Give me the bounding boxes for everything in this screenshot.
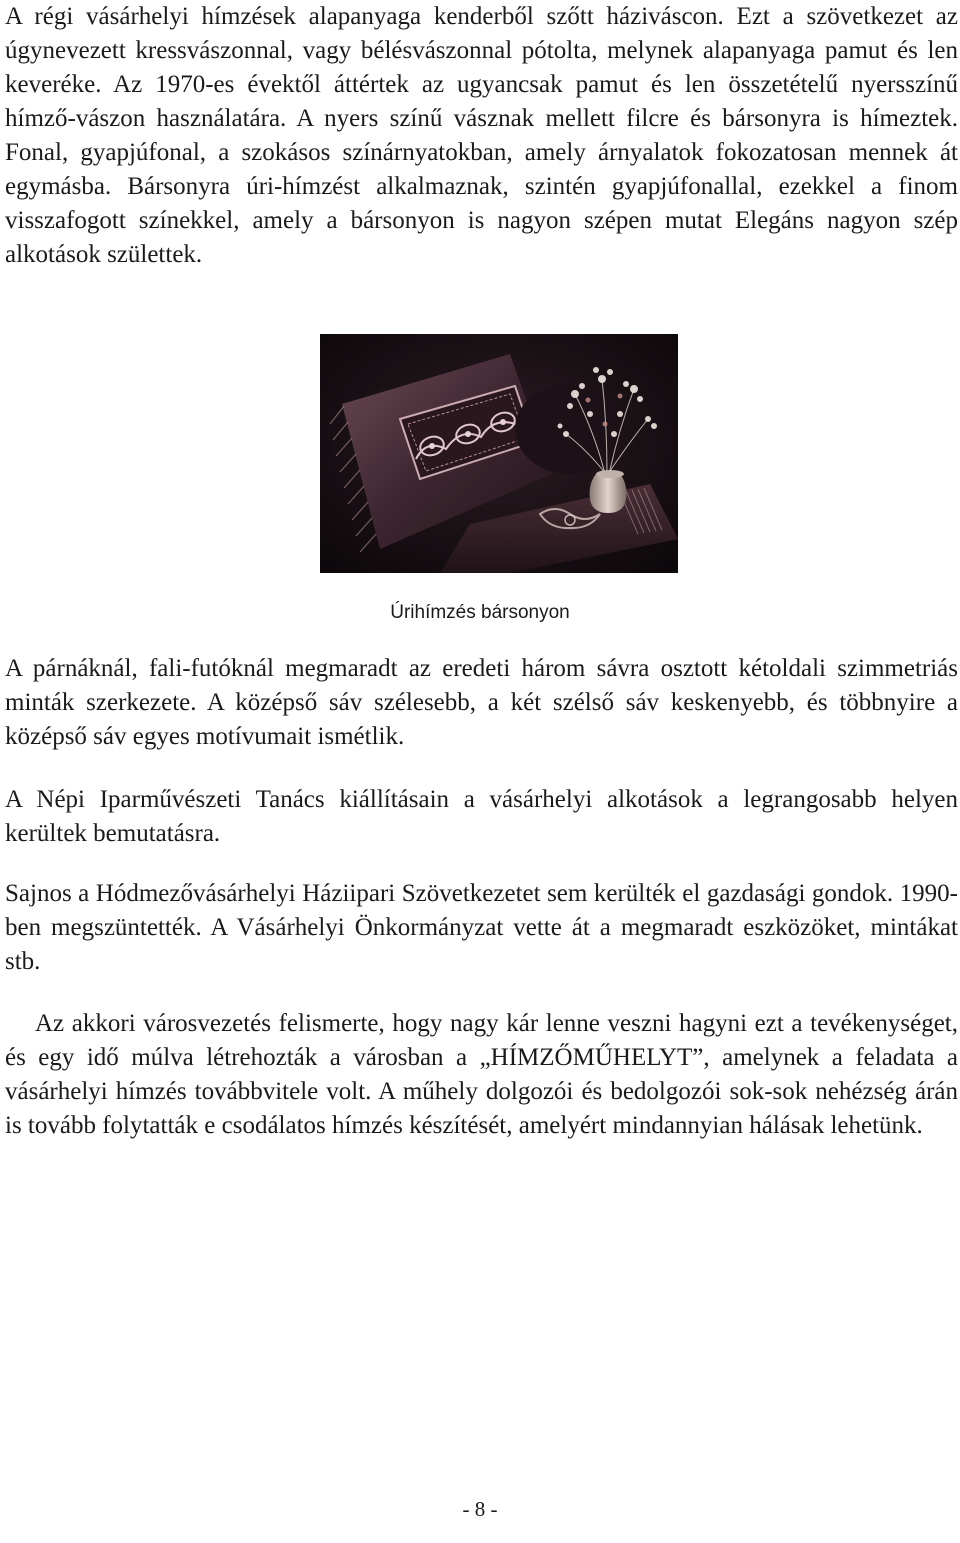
paragraph-materials: A régi vásárhelyi hímzések alapanyaga kenderből szőtt háziváscon. Ezt a szövetkezet az úgynevezett kressvászonnal, vagy bélésvászonnal pótolta, melynek alapanyaga pamut és len keveréke. Az 1970-es évektől áttértek az ugyancsak pamut és len összetételű nyersszínű hímző-vászon használatára. A nyers színű vásznak mellett filcre és bársonyra is hímeztek. Fonal, gyapjúfonal, a szokásos színárnyatokban, amely árnyalatok fokozatosan mennek át egymásba. Bársonyra úri-hímzést alkalmaznak, szintén gyapjúfonallal, ezekkel a finom visszafogott színekkel, amely a bársonyon is nagyon szépen mutat Elegáns nagyon szép alkotások születtek. xyxy=(5,3,958,268)
paragraph-workshop: Az akkori városvezetés felismerte, hogy nagy kár lenne veszni hagyni ezt a tevékenységet, és egy idő múlva létrehozták a városban a „HÍMZŐMŰHELYT”, amelynek a feladata a vásárhelyi hímzés továbbvitele volt. A műhely dolgozói és bedolgozói sok-sok nehézség árán is tovább folytatták e csodálatos hímzés készítését, amelyért mindannyian hálásak lehetünk. xyxy=(5,1010,958,1139)
page-number: - 8 - xyxy=(462,1497,498,1521)
paragraph-cooperative: Sajnos a Hódmezővásárhelyi Háziipari Szövetkezetet sem kerülték el gazdasági gondok. 1990-ben megszüntették. A Vásárhelyi Önkormányzat vette át a megmaradt eszközöket, mintákat stb. xyxy=(5,880,958,975)
figure-caption: Úrihímzés bársonyon xyxy=(390,602,570,623)
embroidery-photo xyxy=(320,334,678,573)
paragraph-exhibitions: A Népi Iparművészeti Tanács kiállításain a vásárhelyi alkotások a legrangosabb helyen kerültek bemutatásra. xyxy=(5,786,958,847)
paragraph-structure: A párnáknál, fali-futóknál megmaradt az eredeti három sávra osztott kétoldali szimmetriás minták szerkezete. A középső sáv szélesebb, a két szélső sáv keskenyebb, és többnyire a középső sáv egyes motívumait ismétlik. xyxy=(5,655,958,750)
embroidered-pillow-illustration xyxy=(320,334,678,573)
